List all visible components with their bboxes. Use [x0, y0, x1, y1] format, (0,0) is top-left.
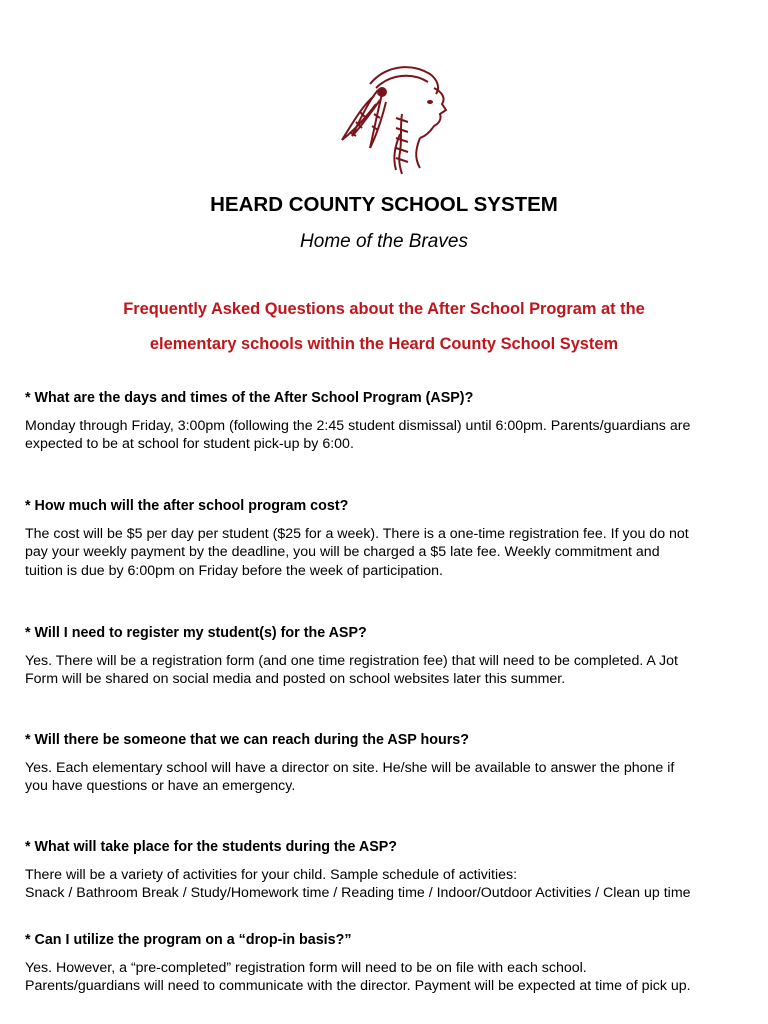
faq-answer: [25, 959, 755, 996]
braves-mascot-head-logo-icon: [330, 44, 448, 179]
faq-heading-line: Frequently Asked Questions about the After School Program at the: [123, 300, 645, 318]
faq-answer-line: pay your weekly payment by the deadline, you will be charged a $5 late fee. Weekly commitment and: [25, 544, 660, 561]
faq-heading-line: elementary schools within the Heard County School System: [149, 335, 619, 353]
faq-answer: [25, 866, 755, 903]
faq-answer-line: There will be a variety of activities for your child. Sample schedule of activities:: [25, 867, 518, 883]
faq-item: [25, 389, 755, 454]
faq-answer-line: Parents/guardians will need to communicate with the director. Payment will be expected at time of pick up.: [25, 978, 691, 995]
faq-item: [25, 931, 755, 996]
faq-answer: [25, 759, 755, 796]
faq-item: [25, 497, 755, 580]
faq-answer: [25, 417, 755, 454]
faq-answer-line: tuition is due by 6:00pm on Friday before the week of participation.: [25, 562, 443, 579]
faq-item: [25, 838, 755, 903]
faq-answer-line: Monday through Friday, 3:00pm (following the 2:45 student dismissal) until 6:00pm. Parents/guardians are: [25, 418, 691, 434]
faq-question: * Can I utilize the program on a “drop-in basis?”: [25, 932, 352, 948]
faq-item: [25, 731, 755, 796]
faq-answer-line: Yes. However, a “pre-completed” registration form will need to be on file with each school.: [25, 960, 587, 976]
faq-question: * What are the days and times of the After School Program (ASP)?: [25, 390, 474, 406]
faq-answer-line: you have questions or have an emergency.: [25, 778, 296, 795]
school-system-subtitle: Home of the Braves: [300, 231, 468, 252]
faq-question: * Will there be someone that we can reach during the ASP hours?: [25, 732, 469, 748]
faq-answer: [25, 525, 755, 580]
faq-question: * How much will the after school program cost?: [25, 498, 349, 514]
faq-question: * What will take place for the students during the ASP?: [25, 839, 398, 855]
school-system-title: HEARD COUNTY SCHOOL SYSTEM: [210, 193, 558, 216]
faq-answer-line: The cost will be $5 per day per student ($25 for a week). There is a one-time registration fee. If you do not: [25, 526, 689, 542]
faq-item: [25, 624, 755, 689]
faq-answer-line: expected to be at school for student pick-up by 6:00.: [25, 436, 354, 453]
faq-answer-line: Form will be shared on social media and posted on school websites later this summer.: [25, 671, 566, 688]
faq-heading: [60, 292, 708, 362]
faq-answer: [25, 652, 755, 689]
faq-answer-line: Yes. Each elementary school will have a director on site. He/she will be available to answer the phone if: [25, 760, 675, 776]
faq-answer-line: Yes. There will be a registration form (and one time registration fee) that will need to be completed. A Jot: [25, 653, 678, 669]
faq-answer-line: Snack / Bathroom Break / Study/Homework time / Reading time / Indoor/Outdoor Activities / Clean up time: [25, 885, 691, 902]
faq-question: * Will I need to register my student(s) for the ASP?: [25, 625, 367, 641]
